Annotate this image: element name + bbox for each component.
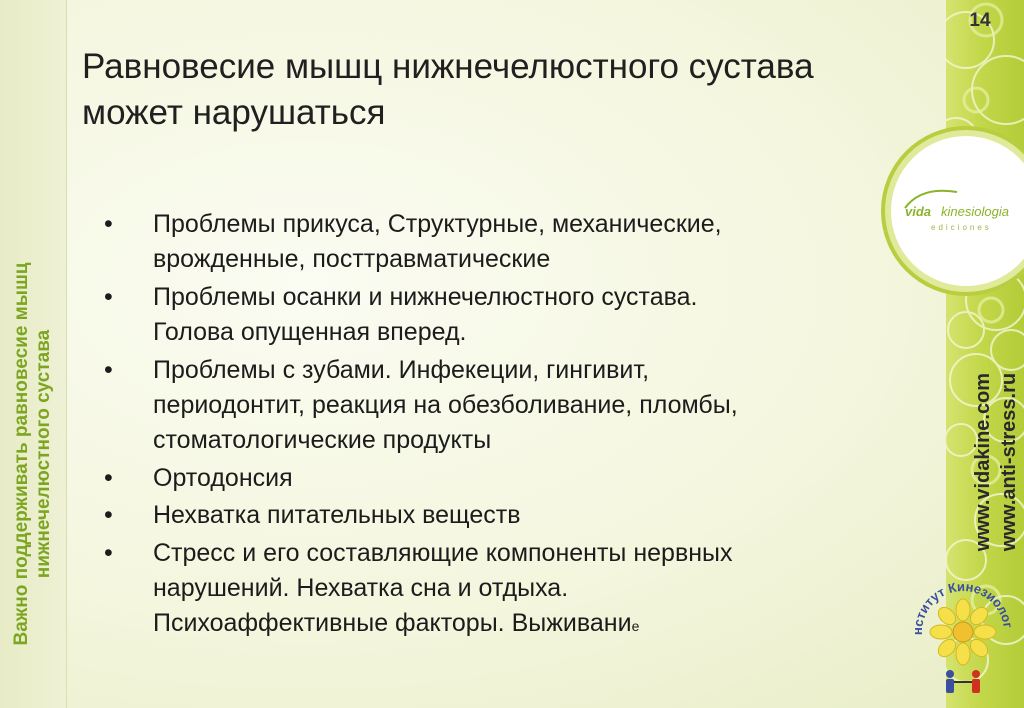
- bullet-text-tail: е: [631, 618, 640, 635]
- bullet-text: Проблемы с зубами. Инфекеции, гингивит,: [153, 355, 650, 384]
- bullet-dot: •: [104, 538, 113, 567]
- bullet-dot: •: [104, 501, 113, 530]
- institute-kinesiology-logo: [908, 570, 1018, 700]
- bullet-item: [104, 536, 904, 645]
- website-anti-stress: www.anti-stress.ru: [998, 372, 1020, 552]
- bullet-list: [104, 207, 904, 647]
- bullet-text: Стресс и его составляющие компоненты нервных: [153, 538, 733, 567]
- bullet-text: Нехватка питательных веществ: [153, 501, 521, 530]
- bullet-text: Ортодонсия: [153, 463, 293, 492]
- bullet-text: Проблемы прикуса, Структурные, механические,: [153, 210, 722, 238]
- logo-sub: ediciones: [931, 223, 992, 232]
- bullet-text: стоматологические продукты: [153, 426, 492, 455]
- logo-brand: vida: [905, 204, 932, 219]
- title-line-1: Равновесие мышц нижнечелюстного сустава: [82, 47, 814, 86]
- bullet-text: периодонтит, реакция на обезболивание, пломбы,: [153, 391, 738, 420]
- bullet-text: врожденные, посттравматические: [153, 245, 551, 274]
- title-line-2: может нарушаться: [82, 93, 386, 132]
- slide-title: [82, 44, 962, 136]
- side-caption: [11, 214, 55, 694]
- vida-kinesiologia-logo: [885, 130, 1024, 292]
- bullet-text: Психоаффективные факторы. Выживани: [153, 609, 632, 638]
- bullet-dot: •: [104, 210, 113, 238]
- bullet-dot: •: [104, 463, 113, 492]
- side-caption-line-1: Важно поддерживать равновесие мышц: [11, 262, 32, 646]
- bullet-dot: •: [104, 282, 113, 311]
- institute-label: нститут Кинезиолог: [909, 578, 1016, 636]
- side-caption-line-2: нижнечелюстного сустава: [33, 329, 54, 579]
- bullet-text: Проблемы осанки и нижнечелюстного сустава.: [153, 282, 698, 311]
- bullet-text-last: [153, 606, 904, 644]
- left-side-bar: [0, 0, 67, 708]
- flower-icon: [908, 570, 1018, 700]
- bullet-item: [104, 207, 904, 278]
- logo-name: kinesiologia: [941, 204, 1009, 219]
- bullet-item: [104, 353, 904, 459]
- bullet-text: Голова опущенная вперед.: [153, 318, 467, 347]
- website-vidakine: www.vidakine.com: [972, 372, 994, 552]
- bullet-item: [104, 280, 904, 351]
- bullet-text: нарушений. Нехватка сна и отдыха.: [153, 574, 569, 603]
- bullet-item: [104, 461, 904, 496]
- page-number: 14: [969, 10, 991, 31]
- bullet-item: [104, 498, 904, 533]
- bullet-dot: •: [104, 355, 113, 384]
